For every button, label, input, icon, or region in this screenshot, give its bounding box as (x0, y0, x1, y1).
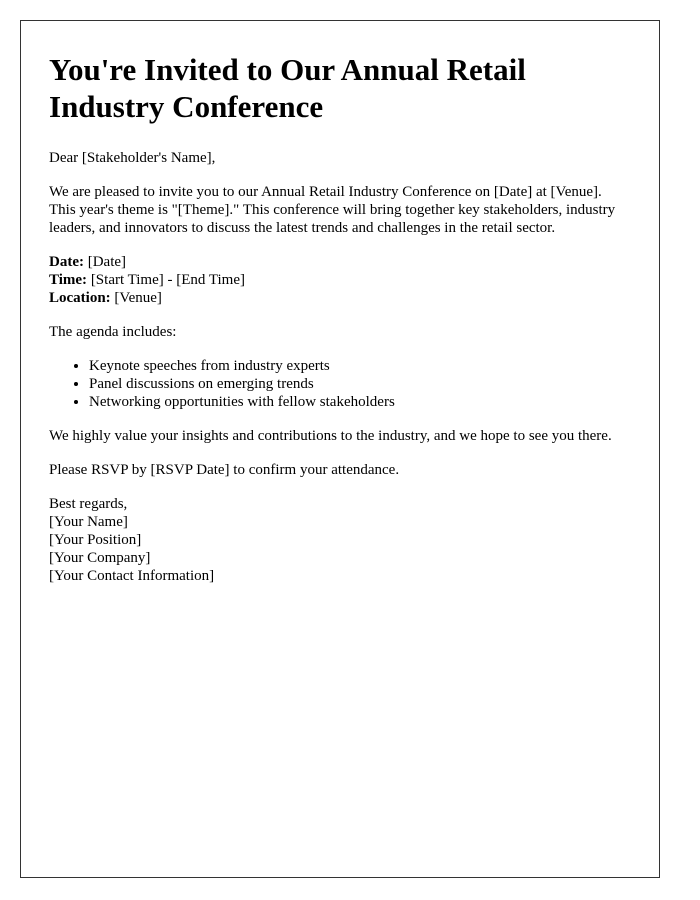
intro-paragraph: We are pleased to invite you to our Annual Retail Industry Conference on [Date] at [Venue]. This year's theme is "[Theme]." This conference will bring together key stakeholders, industry leaders, and innovators to discuss the latest trends and challenges in the retail sector. (49, 184, 616, 236)
signature-company: [Your Company] (49, 550, 151, 566)
invitation-letter (20, 20, 660, 878)
detail-label: Date: (49, 254, 84, 270)
signature-position: [Your Position] (49, 532, 142, 548)
rsvp-line: Please RSVP by [RSVP Date] to confirm your attendance. (49, 462, 400, 478)
detail-location (49, 289, 631, 307)
detail-label: Location: (49, 290, 111, 306)
value-statement: We highly value your insights and contributions to the industry, and we hope to see you there. (49, 428, 612, 444)
agenda-item: • Panel discussions on emerging trends (89, 375, 631, 393)
detail-value: [Start Time] - [End Time] (90, 272, 245, 288)
greeting: Dear [Stakeholder's Name], (49, 150, 216, 166)
closing: Best regards, (49, 496, 128, 512)
agenda-item: • Networking opportunities with fellow stakeholders (89, 393, 631, 411)
detail-label: Time: (49, 272, 88, 288)
detail-value: [Date] (87, 254, 127, 270)
signature-block (49, 495, 631, 585)
detail-time (49, 271, 631, 289)
agenda-item: • Keynote speeches from industry experts (89, 357, 631, 375)
agenda-list (49, 357, 631, 411)
detail-value: [Venue] (114, 290, 162, 306)
signature-contact: [Your Contact Information] (49, 568, 215, 584)
agenda-intro: The agenda includes: (49, 324, 177, 340)
letter-body (49, 149, 631, 585)
detail-date (49, 253, 631, 271)
event-details (49, 253, 631, 307)
letter-title: You're Invited to Our Annual Retail Industry Conference (49, 52, 526, 124)
signature-name: [Your Name] (49, 514, 128, 530)
